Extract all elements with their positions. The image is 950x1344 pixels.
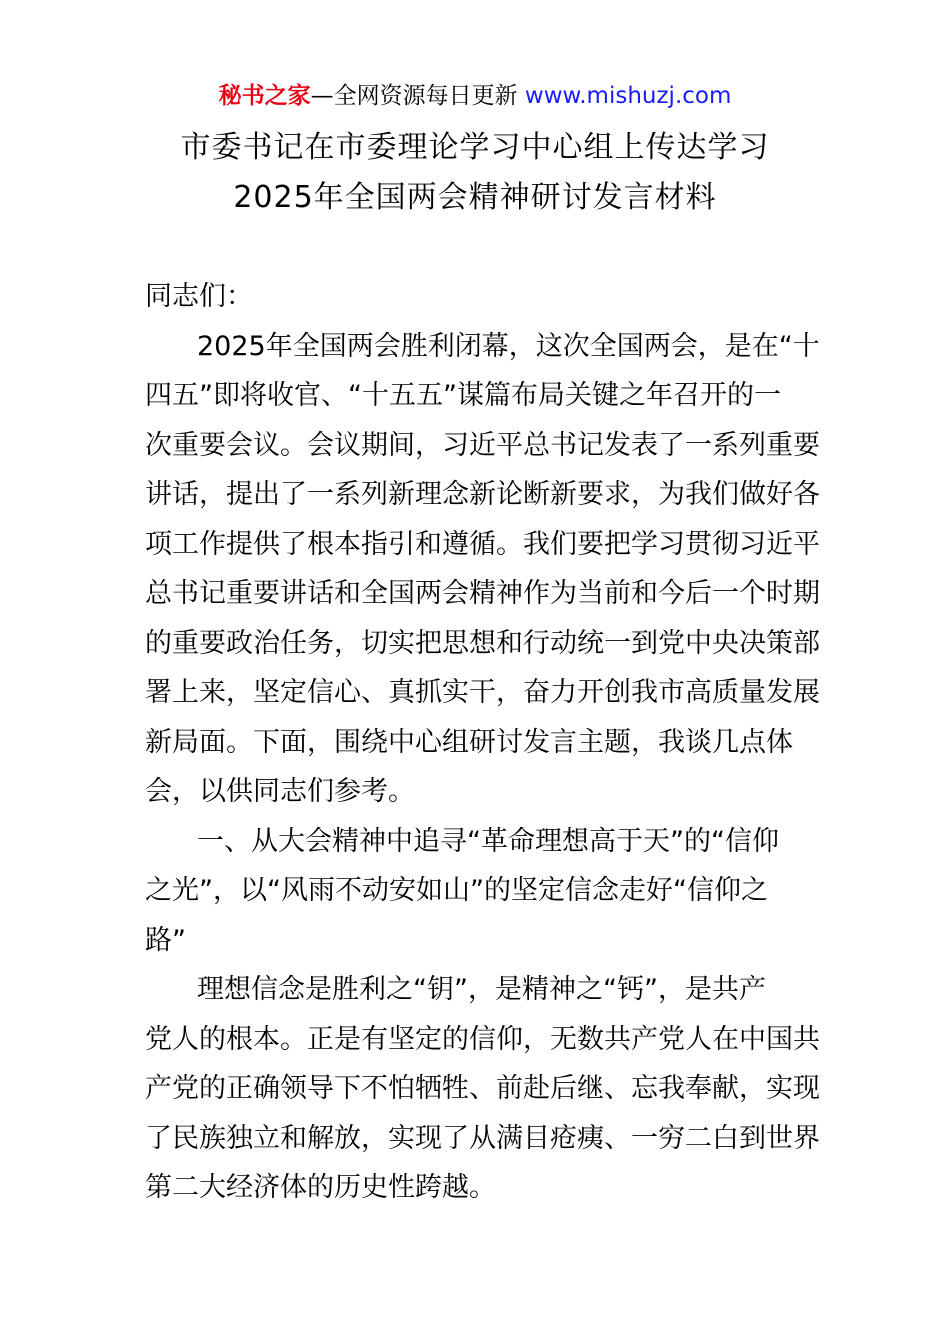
- paragraph-1-line: 次重要会议。会议期间，习近平总书记发表了一系列重要: [145, 429, 820, 461]
- site-header: [0, 80, 950, 112]
- paragraph-1-line: 项工作提供了根本指引和遵循。我们要把学习贯彻习近平: [145, 528, 820, 560]
- salutation: 同志们：: [145, 281, 253, 312]
- paragraph-1-line: 新局面。下面，围绕中心组研讨发言主题，我谈几点体: [145, 726, 793, 758]
- paragraph-2-line: 了民族独立和解放，实现了从满目疮痍、一穷二白到世界: [145, 1122, 820, 1154]
- section-heading-line: 一、从大会精神中追寻“革命理想高于天”的“信仰: [197, 825, 779, 857]
- paragraph-2-line: 理想信念是胜利之“钥”，是精神之“钙”，是共产: [197, 974, 766, 1005]
- paragraph-1-line: 的重要政治任务，切实把思想和行动统一到党中央决策部: [145, 627, 820, 659]
- section-heading-line: 之光”，以“风雨不动安如山”的坚定信念走好“信仰之: [145, 875, 768, 906]
- paragraph-1-line: 2025年全国两会胜利闭幕，这次全国两会，是在“十: [197, 330, 820, 362]
- document-title-line-1: 市委书记在市委理论学习中心组上传达学习: [180, 130, 770, 165]
- site-tagline: —全网资源每日更新: [310, 83, 518, 109]
- site-brand: 秘书之家: [218, 83, 311, 109]
- section-heading-line: 路”: [145, 924, 186, 956]
- paragraph-1-line: 总书记重要讲话和全国两会精神作为当前和今后一个时期: [145, 578, 820, 609]
- paragraph-1-line: 署上来，坚定信心、真抓实干，奋力开创我市高质量发展: [145, 677, 820, 708]
- paragraph-1-line: 会，以供同志们参考。: [145, 776, 415, 807]
- paragraph-1-line: 四五”即将收官、“十五五”谋篇布局关键之年召开的一: [145, 380, 781, 411]
- paragraph-2-line: 党人的根本。正是有坚定的信仰，无数共产党人在中国共: [145, 1023, 820, 1055]
- paragraph-2-line: 产党的正确领导下不怕牺牲、前赴后继、忘我奉献，实现: [145, 1073, 820, 1104]
- document-body: [145, 272, 820, 1213]
- paragraph-2-line: 第二大经济体的历史性跨越。: [145, 1172, 496, 1203]
- document-title-line-2: 2025年全国两会精神研讨发言材料: [233, 180, 717, 215]
- site-url-link[interactable]: www.mishuzj.com: [524, 83, 732, 109]
- paragraph-1-line: 讲话，提出了一系列新理念新论断新要求，为我们做好各: [145, 479, 820, 510]
